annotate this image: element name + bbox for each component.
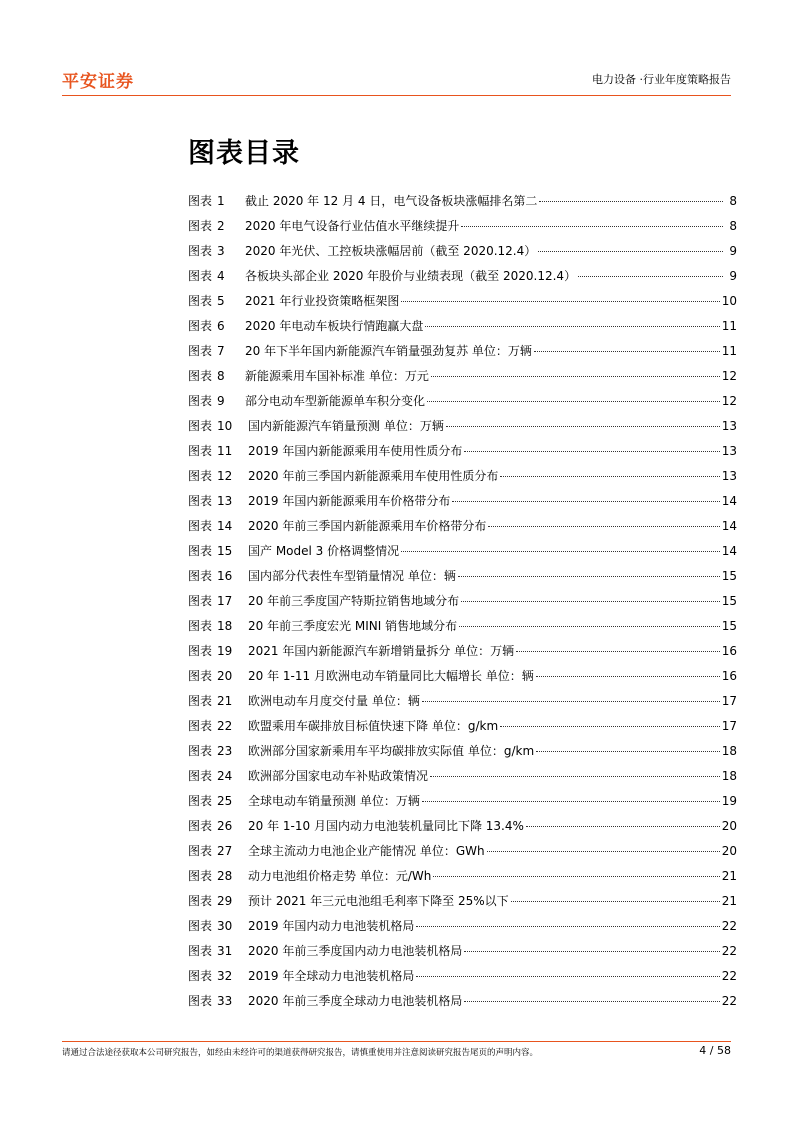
toc-dot-leader [458, 576, 720, 577]
toc-entry[interactable] [188, 539, 737, 564]
toc-entry-title: 20 年前三季度国产特斯拉销售地域分布 [248, 594, 460, 608]
toc-entry-title: 2020 年前三季度国内动力电池装机格局 [248, 944, 463, 958]
toc-entry[interactable] [188, 814, 737, 839]
toc-entry-title: 欧盟乘用车碳排放目标值快速下降 单位：g/km [248, 719, 499, 733]
toc-entry-number: 6 [217, 319, 225, 333]
toc-entry-page: 16 [721, 644, 737, 658]
toc-entry[interactable] [188, 614, 737, 639]
toc-dot-leader [536, 676, 720, 677]
toc-entry[interactable] [188, 289, 737, 314]
toc-entry-number: 27 [217, 844, 233, 858]
toc-entry[interactable] [188, 939, 737, 964]
toc-entry-label: 图表 [188, 869, 213, 883]
toc-entry[interactable] [188, 889, 737, 914]
toc-entry-number: 14 [217, 519, 233, 533]
footer-disclaimer: 请通过合法途径获取本公司研究报告，如经由未经许可的渠道获得研究报告，请慎重使用并注意阅读研究报告尾页的声明内容。 [62, 1048, 539, 1058]
toc-dot-leader [539, 201, 723, 202]
toc-entry-page: 9 [729, 244, 737, 258]
toc-entry-label: 图表 [188, 669, 213, 683]
toc-entry-page: 14 [721, 494, 737, 508]
toc-dot-leader [500, 476, 719, 477]
toc-entry-number: 26 [217, 819, 233, 833]
toc-entry-title: 国内部分代表性车型销量情况 单位：辆 [248, 569, 456, 583]
toc-entry-page: 11 [721, 319, 737, 333]
toc-entry-title: 2021 年国内新能源汽车新增销量拆分 单位：万辆 [248, 644, 515, 658]
toc-entry-number: 1 [217, 194, 225, 208]
section-heading: 图表目录 [188, 138, 300, 169]
toc-entry-title: 国产 Model 3 价格调整情况 [248, 544, 400, 558]
toc-dot-leader [500, 726, 720, 727]
toc-entry-label: 图表 [188, 294, 213, 308]
toc-entry-number: 7 [217, 344, 225, 358]
toc-dot-leader [433, 876, 719, 877]
toc-entry[interactable] [188, 239, 737, 264]
toc-dot-leader [431, 376, 720, 377]
toc-entry-title: 全球主流动力电池企业产能情况 单位：GWh [248, 844, 485, 858]
toc-entry-number: 15 [217, 544, 233, 558]
toc-dot-leader [452, 501, 719, 502]
toc-entry-label: 图表 [188, 944, 213, 958]
toc-entry-label: 图表 [188, 519, 213, 533]
toc-entry-label: 图表 [188, 569, 213, 583]
toc-entry-title: 2020 年电气设备行业估值水平继续提升 [245, 219, 460, 233]
toc-entry-number: 3 [217, 244, 225, 258]
toc-entry-page: 22 [721, 944, 737, 958]
toc-entry-label: 图表 [188, 819, 213, 833]
toc-entry-label: 图表 [188, 919, 213, 933]
toc-entry-title: 2019 年国内新能源乘用车使用性质分布 [248, 444, 463, 458]
toc-entry-number: 10 [217, 419, 233, 433]
toc-entry-number: 11 [217, 444, 233, 458]
toc-entry-page: 22 [721, 969, 737, 983]
toc-entry-number: 28 [217, 869, 233, 883]
toc-entry-title: 2020 年前三季国内新能源乘用车使用性质分布 [248, 469, 499, 483]
toc-entry-label: 图表 [188, 594, 213, 608]
toc-entry-label: 图表 [188, 794, 213, 808]
toc-entry-label: 图表 [188, 719, 213, 733]
toc-entry-label: 图表 [188, 694, 213, 708]
toc-entry-title: 2019 年全球动力电池装机格局 [248, 969, 415, 983]
toc-dot-leader [461, 601, 720, 602]
toc-entry-title: 2020 年电动车板块行情跑赢大盘 [245, 319, 424, 333]
toc-entry[interactable] [188, 964, 737, 989]
toc-dot-leader [427, 401, 720, 402]
toc-entry-title: 2021 年行业投资策略框架图 [245, 294, 400, 308]
toc-dot-leader [538, 251, 723, 252]
toc-dot-leader [401, 301, 719, 302]
toc-entry[interactable] [188, 639, 737, 664]
toc-entry-label: 图表 [188, 194, 213, 208]
toc-dot-leader [416, 926, 719, 927]
toc-dot-leader [425, 326, 719, 327]
toc-dot-leader [401, 551, 720, 552]
toc-entry-label: 图表 [188, 544, 213, 558]
toc-entry-title: 2020 年前三季度全球动力电池装机格局 [248, 994, 463, 1008]
toc-entry-title: 动力电池组价格走势 单位：元/Wh [248, 869, 432, 883]
toc-entry-page: 10 [721, 294, 737, 308]
toc-entry-number: 29 [217, 894, 233, 908]
toc-entry-number: 19 [217, 644, 233, 658]
toc-entry-page: 21 [721, 869, 737, 883]
toc-entry-number: 18 [217, 619, 233, 633]
toc-entry-title: 欧洲部分国家新乘用车平均碳排放实际值 单位：g/km [248, 744, 535, 758]
toc-entry-page: 22 [721, 919, 737, 933]
toc-entry-page: 17 [721, 694, 737, 708]
toc-dot-leader [464, 951, 719, 952]
toc-entry-page: 14 [721, 519, 737, 533]
toc-entry-number: 9 [217, 394, 225, 408]
header-divider [62, 95, 731, 96]
toc-entry-page: 22 [721, 994, 737, 1008]
toc-dot-leader [516, 651, 720, 652]
toc-entry-number: 2 [217, 219, 225, 233]
toc-entry[interactable] [188, 689, 737, 714]
toc-entry-title: 20 年下半年国内新能源汽车销量强劲复苏 单位：万辆 [245, 344, 532, 358]
toc-dot-leader [526, 826, 720, 827]
toc-entry-label: 图表 [188, 619, 213, 633]
toc-dot-leader [416, 976, 719, 977]
toc-entry[interactable] [188, 989, 737, 1014]
toc-entry-label: 图表 [188, 844, 213, 858]
toc-dot-leader [488, 526, 719, 527]
toc-entry-number: 20 [217, 669, 233, 683]
toc-entry-label: 图表 [188, 219, 213, 233]
toc-entry-label: 图表 [188, 369, 213, 383]
toc-dot-leader [459, 626, 720, 627]
toc-entry[interactable] [188, 364, 737, 389]
toc-entry-label: 图表 [188, 644, 213, 658]
toc-entry-title: 全球电动车销量预测 单位：万辆 [248, 794, 420, 808]
toc-entry-label: 图表 [188, 244, 213, 258]
toc-entry-page: 18 [721, 744, 737, 758]
toc-entry-title: 欧洲电动车月度交付量 单位：辆 [248, 694, 420, 708]
toc-entry-title: 预计 2021 年三元电池组毛利率下降至 25%以下 [248, 894, 509, 908]
toc-dot-leader [487, 851, 720, 852]
toc-entry-title: 20 年 1-10 月国内动力电池装机量同比下降 13.4% [248, 819, 524, 833]
toc-entry-number: 31 [217, 944, 233, 958]
toc-entry-number: 21 [217, 694, 233, 708]
toc-entry-number: 4 [217, 269, 225, 283]
toc-entry-title: 国内新能源汽车销量预测 单位：万辆 [248, 419, 444, 433]
toc-entry[interactable] [188, 414, 737, 439]
toc-entry-label: 图表 [188, 344, 213, 358]
toc-entry-number: 16 [217, 569, 233, 583]
toc-entry-number: 25 [217, 794, 233, 808]
toc-entry-number: 32 [217, 969, 233, 983]
toc-entry-number: 24 [217, 769, 233, 783]
page-number: 4 / 58 [699, 1044, 731, 1057]
toc-entry-title: 2020 年前三季国内新能源乘用车价格带分布 [248, 519, 487, 533]
toc-entry[interactable] [188, 464, 737, 489]
toc-entry[interactable] [188, 839, 737, 864]
toc-entry[interactable] [188, 489, 737, 514]
toc-dot-leader [430, 776, 720, 777]
toc-entry-page: 9 [729, 269, 737, 283]
toc-entry-number: 17 [217, 594, 233, 608]
toc-dot-leader [461, 226, 723, 227]
toc-entry-title: 截止 2020 年 12 月 4 日，电气设备板块涨幅排名第二 [245, 194, 538, 208]
toc-entry[interactable] [188, 564, 737, 589]
toc-entry-label: 图表 [188, 969, 213, 983]
toc-dot-leader [534, 351, 720, 352]
toc-entry-label: 图表 [188, 469, 213, 483]
toc-entry-page: 13 [721, 469, 737, 483]
toc-entry[interactable] [188, 664, 737, 689]
toc-entry[interactable] [188, 714, 737, 739]
toc-dot-leader [422, 701, 720, 702]
toc-dot-leader [578, 276, 723, 277]
toc-entry-page: 13 [721, 419, 737, 433]
toc-entry-label: 图表 [188, 994, 213, 1008]
toc-entry-title: 2020 年光伏、工控板块涨幅居前（截至 2020.12.4） [245, 244, 537, 258]
toc-entry-number: 23 [217, 744, 233, 758]
report-title: 电力设备 ·行业年度策略报告 [592, 73, 731, 86]
figure-table-of-contents [188, 189, 737, 1014]
toc-entry-title: 20 年 1-11 月欧洲电动车销量同比大幅增长 单位：辆 [248, 669, 534, 683]
toc-entry-page: 12 [721, 369, 737, 383]
toc-entry[interactable] [188, 864, 737, 889]
footer-divider [62, 1041, 731, 1042]
toc-entry-label: 图表 [188, 744, 213, 758]
toc-entry-number: 22 [217, 719, 233, 733]
toc-entry-page: 12 [721, 394, 737, 408]
toc-entry[interactable] [188, 764, 737, 789]
toc-entry-title: 新能源乘用车国补标准 单位：万元 [245, 369, 429, 383]
toc-entry-label: 图表 [188, 269, 213, 283]
toc-entry-page: 18 [721, 769, 737, 783]
toc-dot-leader [511, 901, 720, 902]
toc-dot-leader [422, 801, 720, 802]
toc-entry-page: 8 [729, 219, 737, 233]
toc-entry[interactable] [188, 514, 737, 539]
toc-entry[interactable] [188, 589, 737, 614]
toc-entry-title: 2019 年国内动力电池装机格局 [248, 919, 415, 933]
toc-dot-leader [464, 1001, 719, 1002]
toc-entry-title: 欧洲部分国家电动车补贴政策情况 [248, 769, 429, 783]
toc-dot-leader [464, 451, 719, 452]
toc-dot-leader [536, 751, 720, 752]
toc-entry-label: 图表 [188, 319, 213, 333]
toc-entry-page: 15 [721, 619, 737, 633]
toc-entry-page: 20 [721, 844, 737, 858]
toc-entry-label: 图表 [188, 494, 213, 508]
company-logo: 平安证券 [62, 72, 134, 92]
toc-entry-title: 各板块头部企业 2020 年股价与业绩表现（截至 2020.12.4） [245, 269, 577, 283]
toc-entry[interactable] [188, 214, 737, 239]
toc-entry-page: 11 [721, 344, 737, 358]
toc-entry-title: 20 年前三季度宏光 MINI 销售地域分布 [248, 619, 458, 633]
toc-entry-number: 33 [217, 994, 233, 1008]
toc-entry-page: 19 [721, 794, 737, 808]
toc-entry[interactable] [188, 739, 737, 764]
toc-entry-label: 图表 [188, 894, 213, 908]
toc-entry[interactable] [188, 914, 737, 939]
toc-entry-number: 12 [217, 469, 233, 483]
toc-entry-label: 图表 [188, 394, 213, 408]
toc-entry[interactable] [188, 314, 737, 339]
toc-dot-leader [446, 426, 720, 427]
toc-entry[interactable] [188, 264, 737, 289]
toc-entry-label: 图表 [188, 419, 213, 433]
toc-entry-title: 2019 年国内新能源乘用车价格带分布 [248, 494, 451, 508]
toc-entry-title: 部分电动车型新能源单车积分变化 [245, 394, 426, 408]
toc-entry[interactable] [188, 189, 737, 214]
toc-entry-page: 15 [721, 594, 737, 608]
toc-entry-number: 13 [217, 494, 233, 508]
toc-entry-number: 5 [217, 294, 225, 308]
toc-entry-page: 16 [721, 669, 737, 683]
toc-entry[interactable] [188, 439, 737, 464]
toc-entry[interactable] [188, 789, 737, 814]
toc-entry-page: 20 [721, 819, 737, 833]
toc-entry[interactable] [188, 389, 737, 414]
toc-entry-label: 图表 [188, 769, 213, 783]
toc-entry-page: 21 [721, 894, 737, 908]
toc-entry-page: 17 [721, 719, 737, 733]
toc-entry-label: 图表 [188, 444, 213, 458]
toc-entry[interactable] [188, 339, 737, 364]
toc-entry-number: 8 [217, 369, 225, 383]
toc-entry-number: 30 [217, 919, 233, 933]
toc-entry-page: 15 [721, 569, 737, 583]
toc-entry-page: 13 [721, 444, 737, 458]
toc-entry-page: 8 [729, 194, 737, 208]
toc-entry-page: 14 [721, 544, 737, 558]
